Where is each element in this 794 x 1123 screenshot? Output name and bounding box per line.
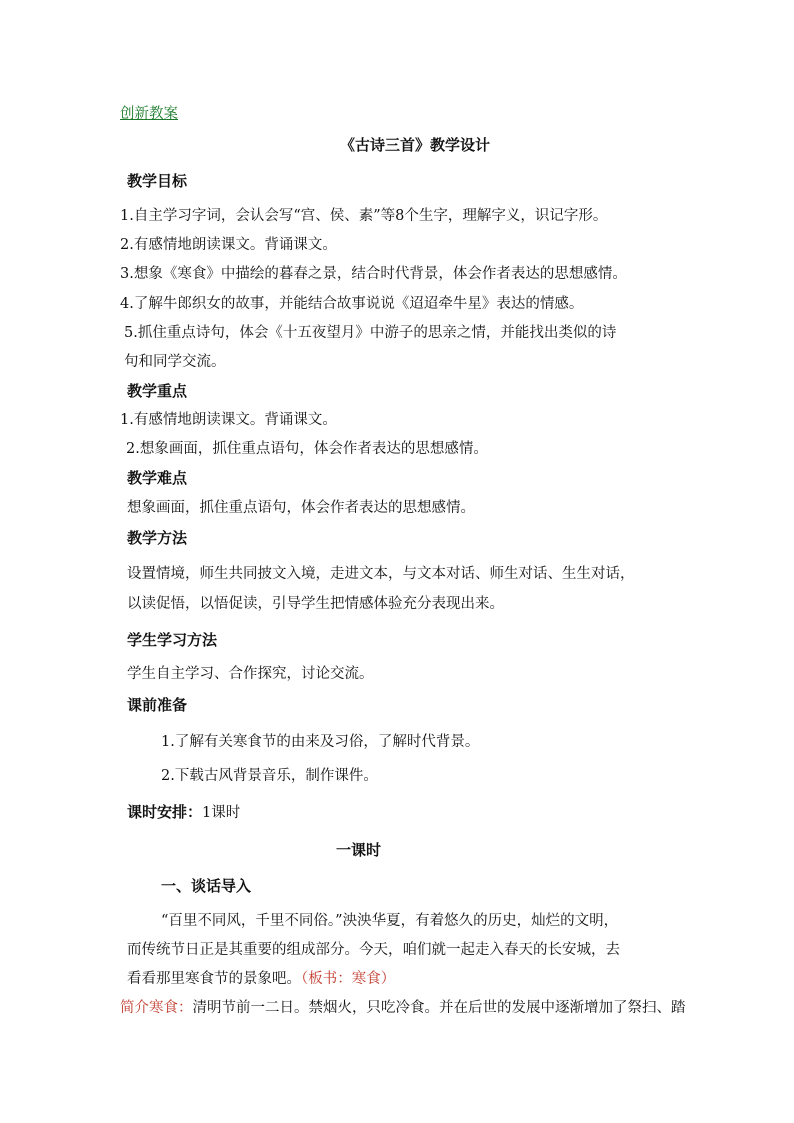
intro-note-text: 清明节前一二日。禁烟火，只吃冷食。并在后世的发展中逐渐增加了祭扫、踏: [192, 1000, 686, 1016]
brand-link[interactable]: 创新教案: [120, 106, 178, 122]
difficulty-text: 想象画面，抓住重点语句，体会作者表达的思想感情。: [127, 500, 475, 516]
intro-line: “百里不同风，千里不同俗。”泱泱华夏，有着悠久的历史，灿烂的文明，: [161, 913, 619, 929]
schedule-value: 1课时: [202, 805, 241, 821]
section-heading: 一、谈话导入: [161, 877, 252, 895]
goal-item: 1.自主学习字词，会认会写“宫、侯、素”等8个生字，理解字义，识记字形。: [120, 208, 608, 224]
intro-line: 而传统节日正是其重要的组成部分。今天，咱们就一起走入春天的长安城，去: [127, 942, 620, 958]
goal-item-continued: 句和同学交流。: [124, 354, 226, 370]
goal-item: 2.有感情地朗读课文。背诵课文。: [120, 237, 337, 253]
intro-line-text: 看看那里寒食节的景象吧。: [127, 971, 301, 987]
board-note: （板书：寒食）: [301, 971, 396, 987]
prep-heading: 课前准备: [127, 696, 188, 714]
schedule-line: [127, 802, 240, 823]
goal-item: 5.抓住重点诗句，体会《十五夜望月》中游子的思亲之情，并能找出类似的诗: [124, 325, 617, 341]
key-heading: 教学重点: [127, 382, 188, 400]
method-heading: 教学方法: [127, 529, 188, 547]
prep-item: 2.下载古风背景音乐，制作课件。: [161, 768, 378, 784]
key-point: 2.想象画面，抓住重点语句，体会作者表达的思想感情。: [126, 441, 488, 457]
key-point: 1.有感情地朗读课文。背诵课文。: [120, 412, 337, 428]
goals-heading: 教学目标: [127, 172, 188, 190]
intro-line: [127, 969, 395, 989]
student-method-heading: 学生学习方法: [127, 631, 218, 649]
goal-item: 4.了解牛郎织女的故事，并能结合故事说说《迢迢牵牛星》表达的情感。: [120, 296, 584, 312]
intro-note-label: 简介寒食：: [120, 1000, 193, 1016]
intro-note: [120, 998, 686, 1018]
session-title: 一课时: [336, 841, 382, 859]
schedule-label: 课时安排：: [127, 803, 203, 821]
page-title: 《古诗三首》教学设计: [340, 136, 491, 154]
method-line: 设置情境，师生共同披文入境，走进文本，与文本对话、师生对话、生生对话，: [127, 566, 635, 582]
prep-item: 1.了解有关寒食节的由来及习俗，了解时代背景。: [161, 734, 480, 750]
method-line: 以读促悟，以悟促读，引导学生把情感体验充分表现出来。: [127, 596, 504, 612]
goal-item: 3.想象《寒食》中描绘的暮春之景，结合时代背景，体会作者表达的思想感情。: [120, 266, 627, 282]
student-method-text: 学生自主学习、合作探究，讨论交流。: [127, 666, 374, 682]
difficulty-heading: 教学难点: [127, 469, 188, 487]
